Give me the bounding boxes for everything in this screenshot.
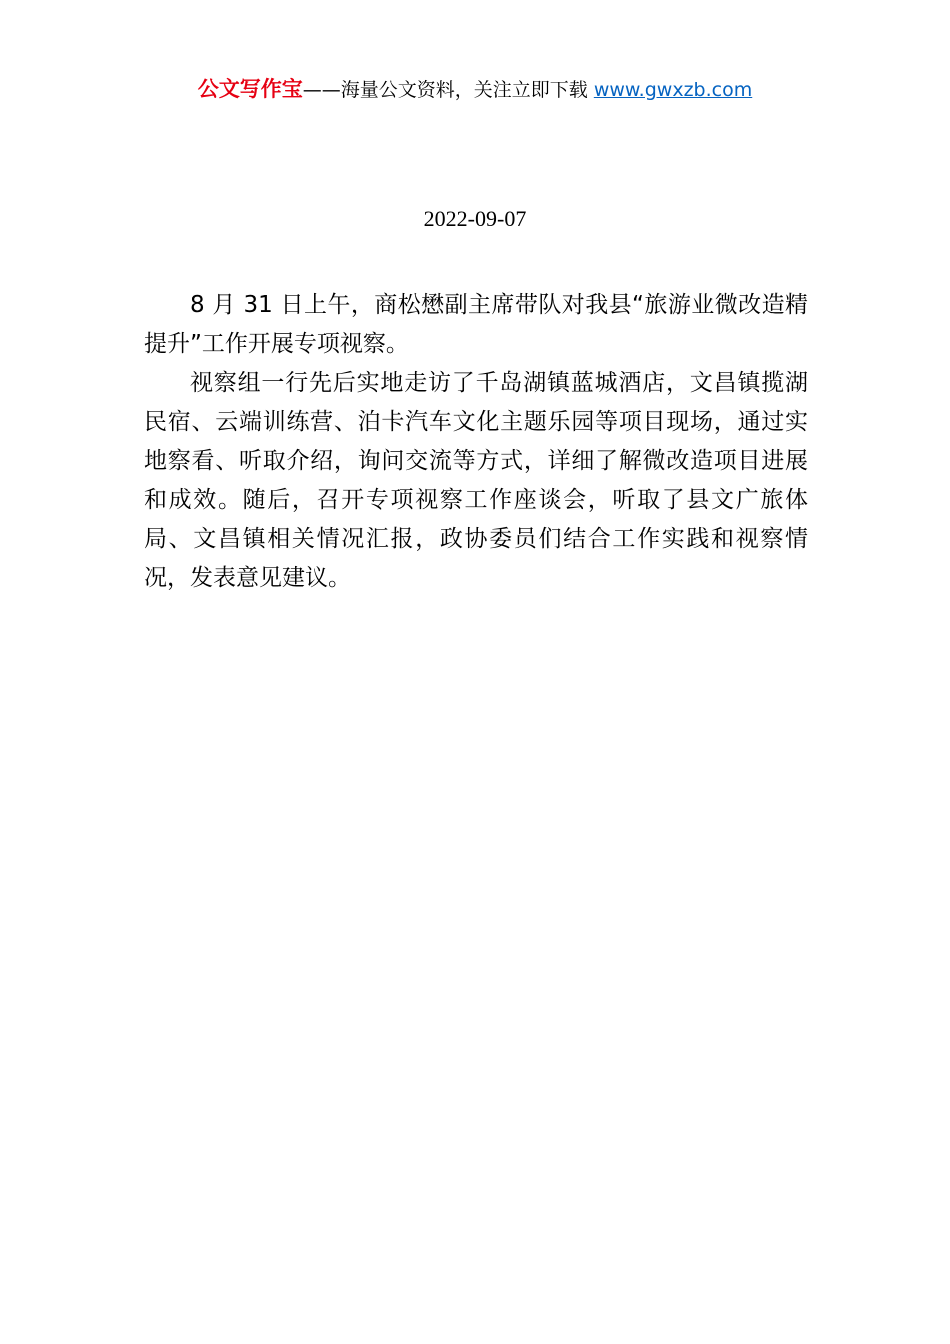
brand-name: 公文写作宝 (197, 77, 303, 101)
document-date: 2022-09-07 (423, 206, 527, 231)
paragraph-1: 8 月 31 日上午，商松懋副主席带队对我县“旅游业微改造精提升”工作开展专项视察。 (144, 292, 808, 357)
header-tagline: ——海量公文资料，关注立即下载 (302, 79, 594, 101)
website-link[interactable]: www.gwxzb.com (593, 79, 753, 101)
page-header (0, 74, 950, 105)
paragraph-2: 视察组一行先后实地走访了千岛湖镇蓝城酒店，文昌镇揽湖民宿、云端训练营、泊卡汽车文化主题乐园等项目现场，通过实地察看、听取介绍，询问交流等方式，详细了解微改造项目进展和成效。随后，召开专项视察工作座谈会，听取了县文广旅体局、文昌镇相关情况汇报，政协委员们结合工作实践和视察情况，发表意见建议。 (144, 370, 808, 591)
document-body (144, 286, 808, 598)
